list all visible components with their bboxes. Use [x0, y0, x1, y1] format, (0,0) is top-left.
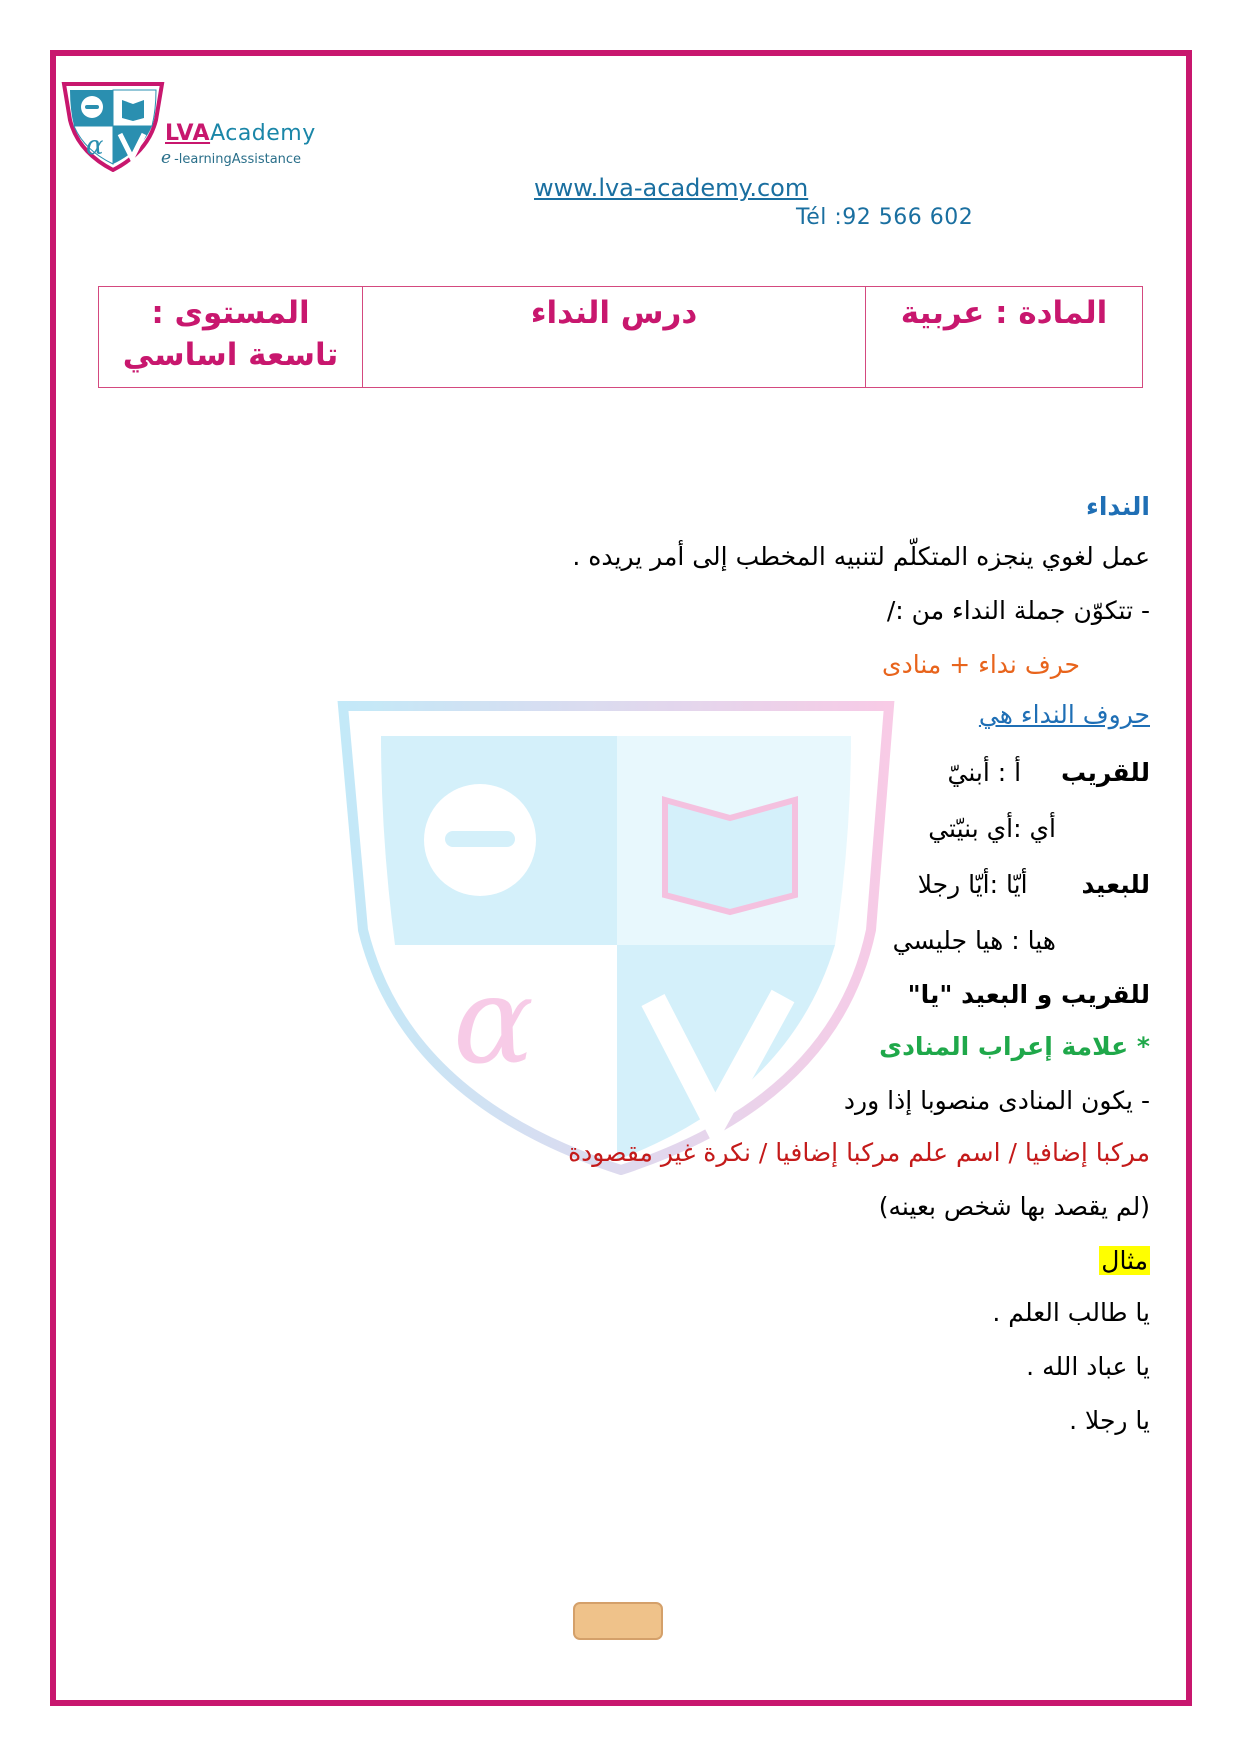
example-1: يا طالب العلم . — [992, 1298, 1150, 1327]
far-label: للبعيد — [1081, 870, 1150, 899]
example-3: يا رجلا . — [1069, 1406, 1150, 1435]
mark-note: (لم يقصد بها شخص بعينه) — [878, 1192, 1150, 1221]
logo-name: LVAAcademy — [165, 121, 316, 146]
lesson-header-table — [98, 286, 1143, 388]
watermark-shield-icon — [335, 700, 897, 1175]
svg-text:α: α — [86, 131, 104, 161]
level-cell: المستوى : تاسعة اساسي — [99, 287, 363, 388]
both-row — [908, 980, 1150, 1009]
near-example-1: أ : أبنيّ — [947, 758, 1022, 787]
logo-wordmark — [161, 121, 316, 168]
far-example-1: أيّا :أيّا رجلا — [917, 870, 1028, 899]
svg-text:α: α — [453, 952, 535, 1091]
mark-text: - يكون المنادى منصوبا إذا ورد — [843, 1086, 1150, 1115]
example-label: مثال — [1101, 1246, 1148, 1275]
lesson-title-cell: درس النداء — [363, 287, 866, 388]
example-2: يا عباد الله . — [1026, 1352, 1150, 1381]
phone-number: Tél :92 566 602 — [796, 205, 974, 230]
section-title: النداء — [1086, 492, 1150, 521]
website-link[interactable]: www.lva-academy.com — [534, 174, 809, 202]
both-value: "يا" — [907, 980, 953, 1009]
letters-heading: حروف النداء هي — [978, 700, 1150, 729]
both-label: للقريب و البعيد — [961, 980, 1150, 1009]
subject-cell: المادة : عربية — [866, 287, 1143, 388]
far-row — [918, 870, 1150, 899]
page-number-badge — [573, 1602, 663, 1640]
mark-heading: * علامة إعراب المنادى — [879, 1032, 1150, 1061]
near-example-2: أي :أي بنيّتي — [928, 814, 1056, 843]
near-label: للقريب — [1061, 758, 1150, 787]
logo-tagline: e -learningAssistance — [161, 148, 302, 168]
near-row — [948, 758, 1150, 787]
mark-cases: مركبا إضافيا / اسم علم مركبا إضافيا / نكرة غير مقصودة — [568, 1138, 1150, 1167]
lva-academy-logo — [58, 80, 168, 172]
definition-text: عمل لغوي ينجزه المتكلّم لتنبيه المخطب إلى أمر يريده . — [572, 542, 1150, 571]
far-example-2: هيا : هيا جليسي — [892, 926, 1056, 955]
formula-text: حرف نداء + منادى — [882, 650, 1080, 679]
composition-text: - تتكوّن جملة النداء من :/ — [886, 596, 1150, 625]
